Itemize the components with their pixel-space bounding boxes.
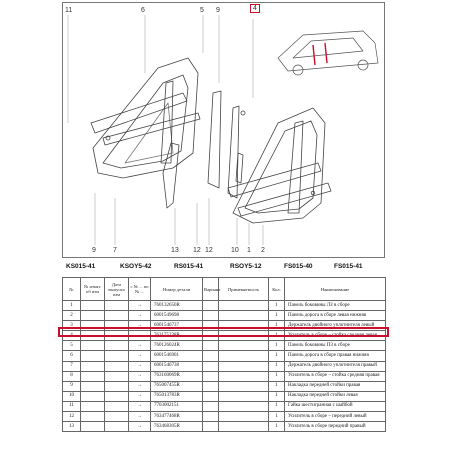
table-cell <box>105 401 129 411</box>
table-cell: 6001546901 <box>151 351 203 361</box>
table-cell <box>203 391 219 401</box>
table-cell: Панель дорога в сборе левая нижняя <box>285 311 386 321</box>
table-cell: 763468305R <box>151 422 203 432</box>
table-cell <box>203 311 219 321</box>
model-code: KS015-41 <box>66 263 96 270</box>
table-cell: 4 <box>63 331 81 341</box>
table-cell: 12 <box>63 412 81 422</box>
callout-1: 1 <box>247 247 251 254</box>
body-side-panels-illustration <box>63 13 384 253</box>
table-row <box>63 311 386 321</box>
table-cell <box>105 422 129 432</box>
table-row <box>63 381 386 391</box>
table-cell: Панель боковины ПЗ в сборе <box>285 341 386 351</box>
table-cell: 1 <box>269 321 285 331</box>
parts-table <box>62 277 386 432</box>
table-cell <box>219 301 269 311</box>
table-cell: 1 <box>269 381 285 391</box>
col-header-qty: Кол. <box>269 278 285 301</box>
table-cell: 2 <box>63 311 81 321</box>
table-cell: 1 <box>269 401 285 411</box>
callout-7: 7 <box>113 247 117 254</box>
callout-4-highlighted: 4 <box>250 4 260 13</box>
table-cell <box>203 422 219 432</box>
table-cell <box>81 381 105 391</box>
table-cell <box>219 381 269 391</box>
table-cell: 1 <box>269 301 285 311</box>
col-header-number: № <box>63 278 81 301</box>
table-cell: 13 <box>63 422 81 432</box>
table-row <box>63 422 386 432</box>
table-cell: Накладка передней стойки правая <box>285 381 386 391</box>
table-cell: 1 <box>269 311 285 321</box>
table-cell: 765007455R <box>151 381 203 391</box>
table-cell <box>81 391 105 401</box>
table-cell: 763477468R <box>151 412 203 422</box>
highlighted-row-frame <box>58 327 389 337</box>
model-code: KSOY5-42 <box>120 263 152 270</box>
table-cell <box>203 361 219 371</box>
table-cell: → <box>129 351 151 361</box>
table-cell: 765013783R <box>151 391 203 401</box>
table-cell <box>105 371 129 381</box>
table-cell: Держатель двойного уплотнителя правый <box>285 361 386 371</box>
model-code: FS015-41 <box>334 263 363 270</box>
table-cell <box>219 311 269 321</box>
table-cell: → <box>129 301 151 311</box>
table-cell <box>81 401 105 411</box>
table-cell: 3 <box>63 321 81 331</box>
table-cell: 1 <box>63 301 81 311</box>
model-code: RSOY5-12 <box>230 263 262 270</box>
model-code: RS015-41 <box>174 263 204 270</box>
table-cell <box>203 371 219 381</box>
table-cell: Держатель двойного уплотнителя левый <box>285 321 386 331</box>
callout-9-bottom: 9 <box>92 247 96 254</box>
table-header-row <box>63 278 386 301</box>
table-cell <box>219 412 269 422</box>
table-cell <box>203 401 219 411</box>
col-header-variant: Вариант <box>203 278 219 301</box>
table-cell <box>219 351 269 361</box>
table-cell: → <box>129 341 151 351</box>
table-row <box>63 412 386 422</box>
table-cell <box>203 351 219 361</box>
exploded-view-drawing <box>62 2 385 258</box>
table-cell <box>219 391 269 401</box>
table-cell <box>81 371 105 381</box>
callout-11: 11 <box>65 7 73 14</box>
table-cell: 6001546738 <box>151 361 203 371</box>
table-cell: 1 <box>269 361 285 371</box>
table-row <box>63 391 386 401</box>
table-cell: 1 <box>269 412 285 422</box>
table-cell: 763175238R <box>151 331 203 341</box>
table-cell: → <box>129 321 151 331</box>
col-header-name: Наименование <box>285 278 386 301</box>
table-cell: 1 <box>269 422 285 432</box>
table-cell <box>81 412 105 422</box>
table-cell: 11 <box>63 401 81 411</box>
table-cell <box>219 361 269 371</box>
table-row <box>63 341 386 351</box>
col-header-part-number: Номер детали <box>151 278 203 301</box>
table-cell: 1 <box>269 391 285 401</box>
table-cell: → <box>129 361 151 371</box>
col-header-applicability: Применяемость <box>219 278 269 301</box>
table-cell: 7 <box>63 361 81 371</box>
callout-12a: 12 <box>193 247 201 254</box>
table-cell: Усилитель в сборе – стойка средняя левая <box>285 331 386 341</box>
callout-5: 5 <box>200 7 204 14</box>
table-cell: 8 <box>63 371 81 381</box>
table-cell: 9 <box>63 381 81 391</box>
table-cell: Усилитель в сборе – передний левый <box>285 412 386 422</box>
table-cell: Панель дорога в сборе правая нижняя <box>285 351 386 361</box>
callout-10: 10 <box>231 247 239 254</box>
table-cell: Гайка шестигранная с шайбой <box>285 401 386 411</box>
table-cell: → <box>129 331 151 341</box>
table-cell <box>219 341 269 351</box>
callout-12b: 12 <box>205 247 213 254</box>
table-cell: 5 <box>63 341 81 351</box>
table-cell <box>81 341 105 351</box>
table-cell: Усилитель в сборе – стойка средняя правая <box>285 371 386 381</box>
table-cell <box>203 341 219 351</box>
col-header-range: с № ... по № ... <box>129 278 151 301</box>
table-cell: 10 <box>63 391 81 401</box>
table-row <box>63 361 386 371</box>
col-header-release-date: Дата выпуска изм <box>105 278 129 301</box>
table-row <box>63 301 386 311</box>
callout-6: 6 <box>141 7 145 14</box>
table-cell: 6 <box>63 351 81 361</box>
table-cell <box>219 401 269 411</box>
table-cell: 760126024R <box>151 341 203 351</box>
table-cell: 763160069R <box>151 371 203 381</box>
table-cell: Панель боковины ЛЗ в сборе <box>285 301 386 311</box>
callout-2: 2 <box>261 247 265 254</box>
table-cell: → <box>129 381 151 391</box>
table-row <box>63 401 386 411</box>
table-cell <box>105 351 129 361</box>
model-code: FS015-40 <box>284 263 313 270</box>
table-cell <box>203 301 219 311</box>
table-cell: 760132650R <box>151 301 203 311</box>
table-cell: → <box>129 311 151 321</box>
model-codes-row <box>62 260 385 274</box>
table-cell <box>105 361 129 371</box>
table-cell <box>81 422 105 432</box>
callout-13: 13 <box>171 247 179 254</box>
table-cell: Усилитель в сборе передний правый <box>285 422 386 432</box>
table-row <box>63 351 386 361</box>
table-cell <box>105 412 129 422</box>
table-row <box>63 371 386 381</box>
table-cell: Накладка передней стойки левая <box>285 391 386 401</box>
table-cell <box>105 311 129 321</box>
table-cell <box>219 422 269 432</box>
table-cell <box>105 391 129 401</box>
table-cell: 1 <box>269 331 285 341</box>
table-cell: → <box>129 412 151 422</box>
table-cell <box>81 361 105 371</box>
callout-9: 9 <box>216 7 220 14</box>
table-cell <box>105 341 129 351</box>
table-cell <box>105 381 129 391</box>
table-cell: 1 <box>269 351 285 361</box>
parts-table-body <box>63 301 386 432</box>
table-cell <box>203 381 219 391</box>
table-cell: 6001546737 <box>151 321 203 331</box>
table-cell <box>81 311 105 321</box>
table-cell <box>105 301 129 311</box>
table-cell: → <box>129 422 151 432</box>
table-cell: 6001549698 <box>151 311 203 321</box>
table-cell: 7703002151 <box>151 401 203 411</box>
table-cell: → <box>129 401 151 411</box>
col-header-change-no: № изъят. об изм <box>81 278 105 301</box>
table-cell: → <box>129 391 151 401</box>
table-cell <box>219 371 269 381</box>
table-cell <box>203 412 219 422</box>
table-cell: 1 <box>269 371 285 381</box>
table-cell <box>81 351 105 361</box>
table-cell: → <box>129 371 151 381</box>
table-cell <box>81 301 105 311</box>
table-cell: 1 <box>269 341 285 351</box>
